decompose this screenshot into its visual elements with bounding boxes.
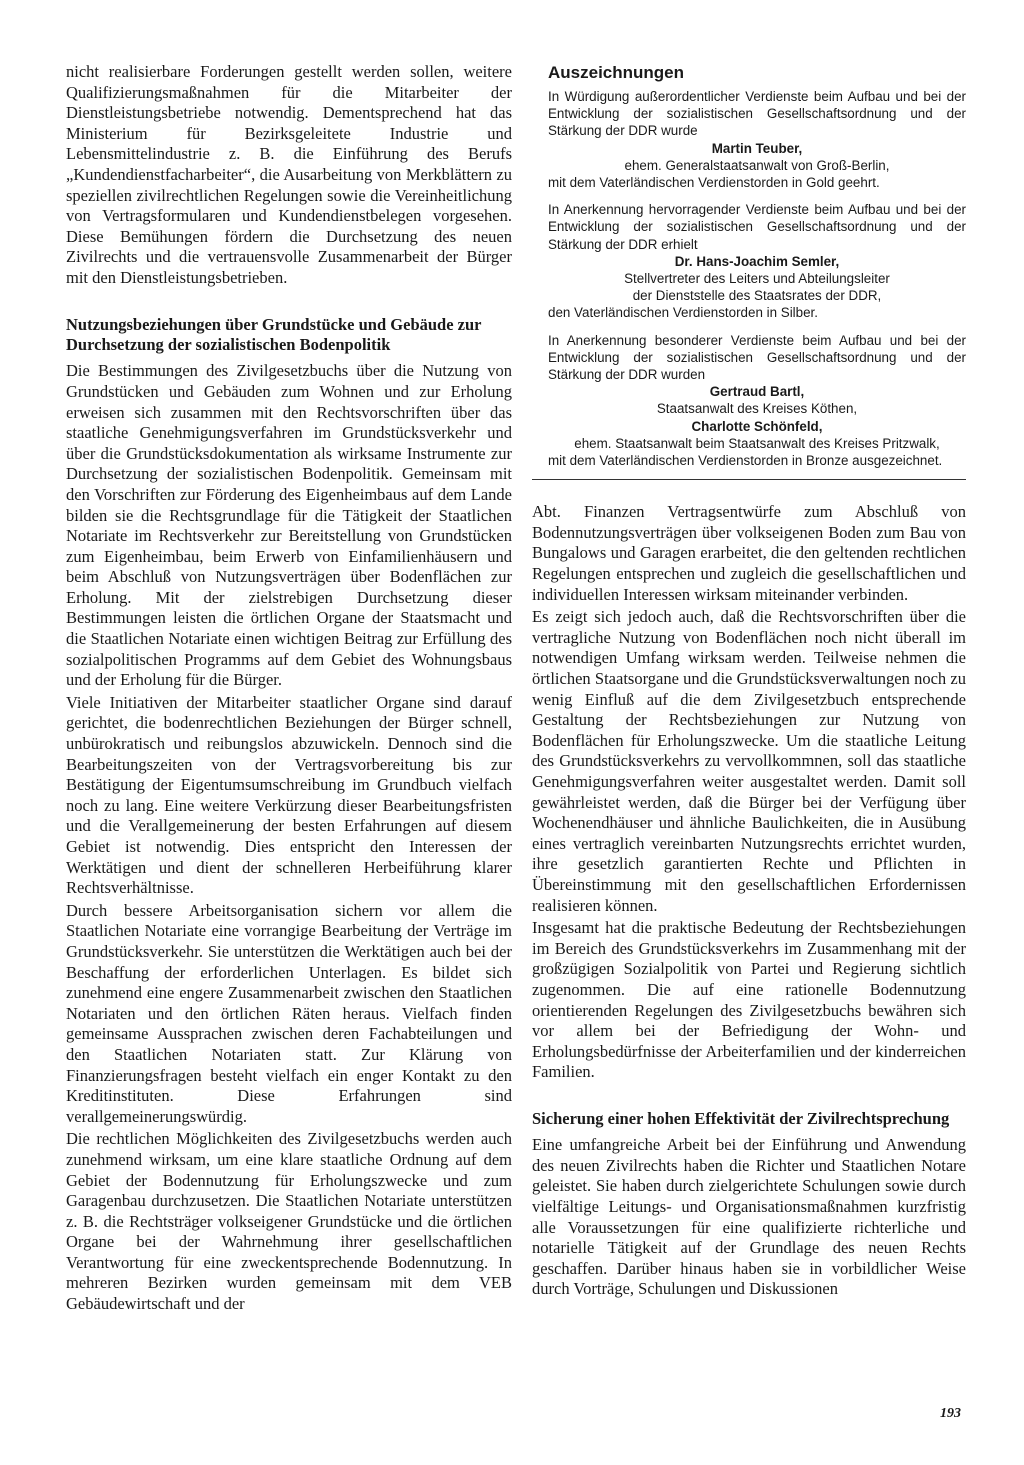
awardee-title: ehem. Staatsanwalt beim Staatsanwalt des Kreises Pritzwalk, bbox=[574, 435, 940, 451]
award-intro: In Anerkennung besonderer Verdienste beim Aufbau und bei der Entwicklung der sozialistischen Gesellschaftsordnung und der Stärkung der DDR wurden bbox=[548, 332, 966, 383]
award-entry bbox=[548, 88, 966, 191]
paragraph: Die rechtlichen Möglichkeiten des Zivilgesetzbuchs werden auch zunehmend wirksam, um eine klare staatliche Ordnung auf dem Gebiet der Bodennutzung für Erholungszwecke und zum Garagenbau durchzusetzen. Die Staatlichen Notariate unterstützen z. B. die Rechtsträger volkseigener Grundstücke und die örtlichen Organe bei der Wahrnehmung ihrer gesellschaftlichen Verantwortung für eine zweckentsprechende Bodennutzung. In mehreren Bezirken wurden gemeinsam mit dem VEB Gebäudewirtschaft und der bbox=[66, 1129, 512, 1314]
award-intro: In Anerkennung hervorragender Verdienste beim Aufbau und bei der Entwicklung der sozialistischen Gesellschaftsordnung und der Stärkung der DDR erhielt bbox=[548, 202, 966, 252]
paragraph: Durch bessere Arbeitsorganisation sichern vor allem die Staatlichen Notariate eine vorrangige Bearbeitung der Verträge im Grundstücksverkehr. Sie unterstützen die Werktätigen auch bei der Beschaffung der erforderlichen Unterlagen. Es bildet sich zunehmend eine engere Zusammenarbeit zwischen den Staatlichen Notariaten und den örtlichen Räten heraus. Vielfach finden gemeinsame Aussprachen zwischen deren Fachabteilungen und den Staatlichen Notariaten statt. Zur Klärung von Finanzierungsfragen besteht vielfach ein enger Kontakt zu den Kreditinstituten. Diese Erfahrungen sind verallgemeinerungswürdig. bbox=[66, 900, 512, 1126]
award-intro: In Würdigung außerordentlicher Verdienste beim Aufbau und bei der Entwicklung der sozialistischen Gesellschaftsordnung und der Stärkung der DDR wurde bbox=[548, 89, 966, 139]
awardee-name: Martin Teuber, bbox=[711, 140, 803, 156]
award-entry bbox=[548, 332, 966, 470]
awardee-name: Charlotte Schönfeld, bbox=[691, 418, 823, 434]
awardee-title: der Dienststelle des Staatsrates der DDR, bbox=[632, 288, 882, 304]
page-number: 193 bbox=[940, 1406, 961, 1421]
awards-box bbox=[532, 62, 966, 480]
paragraph: Abt. Finanzen Vertragsentwürfe zum Abschluß von Bodennutzungsverträgen über volkseigenen Boden zum Bau von Bungalows und Garagen erarbeitet, die den geltenden rechtlichen Regelungen entsprechen und zugleich die gesellschaftlichen und individuellen Interessen wirksam miteinander verbinden. bbox=[532, 502, 966, 604]
award-outro: den Vaterländischen Verdienstorden in Silber. bbox=[548, 305, 818, 321]
awardee-title: Staatsanwalt des Kreises Köthen, bbox=[656, 401, 858, 417]
awardee-title: Stellvertreter des Leiters und Abteilungsleiter bbox=[624, 271, 890, 287]
paragraph: Viele Initiativen der Mitarbeiter staatlicher Organe sind darauf gerichtet, die bodenrechtlichen Beziehungen der Bürger schnell, unbürokratisch und reibungslos abzuwickeln. Dennoch sind die Bearbeitungszeiten von der Vertragsvorbereitung bis zur Bestätigung der Eigentumsumschreibung im Grundbuch vielfach noch zu lang. Eine weitere Verkürzung dieser Bearbeitungsfristen und die Verallgemeinerung der besten Erfahrungen auf diesem Gebiet ist notwendig. Dies entspricht den Interessen der Werktätigen und dient der schnelleren Herbeiführung klarer Rechtsverhältnisse. bbox=[66, 692, 512, 898]
awardee-title: ehem. Generalstaatsanwalt von Groß-Berlin, bbox=[624, 157, 890, 173]
award-outro: mit dem Vaterländischen Verdienstorden in Bronze ausgezeichnet. bbox=[548, 453, 943, 469]
paragraph: Es zeigt sich jedoch auch, daß die Rechtsvorschriften über die vertragliche Nutzung von Bodenflächen noch nicht überall im notwendigen Umfang wirksam werden. Teilweise nehmen die örtlichen Staatsorgane und die Grundstücksverwaltungen noch zu wenig Einfluß auf die dem Zivilgesetzbuch entsprechende Gestaltung der Rechtsbeziehungen zur Nutzung von Bodenflächen für Erholungszwecke. Um die staatliche Leitung des Grundstücksverkehrs zu vervollkommnen, soll das staatliche Genehmigungsverfahren weiter ausgestaltet werden. Damit soll gewährleistet werden, daß die Bürger bei der Verfügung über Wochenendhäuser und ähnliche Baulichkeiten, die in Ausübung eines vertraglich vereinbarten Nutzungsrechts errichtet wurden, ihre gesetzlich garantierten Rechte und Pflichten in Übereinstimmung mit den gesellschaftlichen Erfordernissen realisieren können. bbox=[532, 607, 966, 915]
section-heading: Nutzungsbeziehungen über Grundstücke und Gebäude zur Durchsetzung der sozialistischen Bodenpolitik bbox=[66, 314, 482, 354]
awardee-name: Dr. Hans-Joachim Semler, bbox=[674, 253, 840, 269]
left-column bbox=[66, 62, 512, 1317]
section-heading: Sicherung einer hohen Effektivität der Zivilrechtsprechung bbox=[532, 1108, 950, 1128]
awards-title: Auszeichnungen bbox=[548, 63, 685, 82]
award-outro: mit dem Vaterländischen Verdienstorden in Gold geehrt. bbox=[548, 175, 880, 191]
paragraph: Insgesamt hat die praktische Bedeutung der Rechtsbeziehungen im Bereich des Grundstücksverkehrs im Zusammenhang mit der großzügigen Sozialpolitik von Partei und Regierung sichtlich zugenommen. Die auf eine rationelle Bodennutzung orientierenden Regelungen des Zivilgesetzbuchs bewähren sich vor allem bei der Befriedigung der Wohn- und Erholungsbedürfnisse der Arbeiterfamilien und der kinderreichen Familien. bbox=[532, 918, 966, 1082]
paragraph: nicht realisierbare Forderungen gestellt werden sollen, weitere Qualifizierungsmaßnahmen für die Mitarbeiter der Dienstleistungsbetriebe notwendig. Dementsprechend hat das Ministerium für Bezirksgeleitete Industrie und Lebensmittelindustrie z. B. die Einführung des Berufs „Kundendienstfacharbeiter“, die Ausarbeitung von Merkblättern zu speziellen zivilrechtlichen Regelungen sowie die Vereinheitlichung von Vertragsformularen und Kundendienstbelegen vorgesehen. Diese Bemühungen fördern die Durchsetzung des neuen Zivilrechts und die vertrauensvolle Zusammenarbeit der Bürger mit den Dienstleistungsbetrieben. bbox=[66, 62, 512, 287]
awardee-name: Gertraud Bartl, bbox=[709, 384, 805, 400]
award-entry bbox=[548, 201, 966, 321]
paragraph: Die Bestimmungen des Zivilgesetzbuchs über die Nutzung von Grundstücken und Gebäuden zum Wohnen und zur Erholung erweisen sich zusammen mit den Rechtsvorschriften über das staatliche Genehmigungsverfahren im Grundstücksverkehr und über die Grundstücksdokumentation als wirksame Instrumente zur Durchsetzung der sozialistischen Bodenpolitik. Gemeinsam mit den Vorschriften zur Förderung des Eigenheimbaus auf dem Lande bilden sie die Rechtsgrundlage für die Tätigkeit der Staatlichen Notariate im Rechtsverkehr zur Bereitstellung von Grundstücken zum Eigenheimbau, beim Erwerb von Einfamilienhäusern und beim Abschluß von Nutzungsverträgen über Bodenflächen zur Erholung. Mit der zielstrebigen Durchsetzung dieser Bestimmungen leisten die örtlichen Organe der Staatsmacht und die Staatlichen Notariate einen wichtigen Beitrag zur Erfüllung des sozialpolitischen Programms auf dem Gebiet des Wohnungsbaus und der Erholung für die Bürger. bbox=[66, 361, 512, 690]
paragraph: Eine umfangreiche Arbeit bei der Einführung und Anwendung des neuen Zivilrechts haben die Richter und Staatlichen Notare geleistet. Sie haben durch zielgerichtete Schulungen sowie durch vielfältige Leitungs- und Organisationsmaßnahmen kurzfristig alle Voraussetzungen für eine qualifizierte richterliche und notarielle Tätigkeit auf der Grundlage des neuen Rechts geschaffen. Darüber hinaus haben sie in vorbildlicher Weise durch Vorträge, Schulungen und Diskussionen bbox=[532, 1135, 966, 1299]
right-column bbox=[532, 62, 966, 1302]
